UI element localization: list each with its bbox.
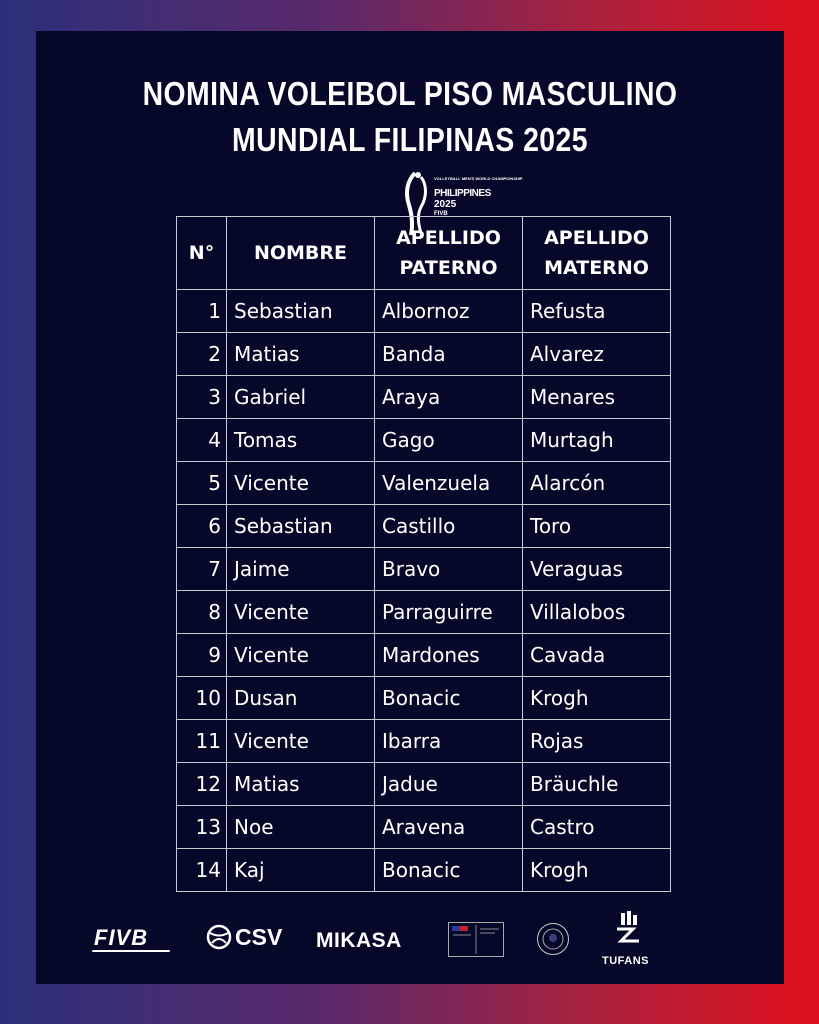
table-row [177,591,671,634]
cell-number: 5 [177,462,227,505]
cell-paternal: Ibarra [375,720,523,763]
cell-number: 13 [177,806,227,849]
cell-number: 11 [177,720,227,763]
cell-paternal: Parraguirre [375,591,523,634]
cell-paternal: Valenzuela [375,462,523,505]
sponsor-logos-bar [0,905,819,975]
table-row [177,806,671,849]
cell-maternal: Murtagh [523,419,671,462]
fivb-logo: FIVB [94,925,149,950]
cell-maternal: Villalobos [523,591,671,634]
cell-number: 1 [177,290,227,333]
mikasa-logo: MIKASA [316,929,402,952]
logo-text-country: PHILIPPINES [434,188,491,199]
title-line-2: MUNDIAL FILIPINAS 2025 [232,121,588,158]
cell-number: 7 [177,548,227,591]
table-row [177,290,671,333]
table-row [177,720,671,763]
cell-number: 2 [177,333,227,376]
cell-number: 14 [177,849,227,892]
csv-ball-icon [206,924,232,950]
cell-paternal: Jadue [375,763,523,806]
cell-number: 6 [177,505,227,548]
header-paternal-line2: PATERNO [399,257,498,279]
header-maternal-surname [523,217,671,290]
cell-name: Vicente [227,720,375,763]
cell-maternal: Krogh [523,677,671,720]
table-row [177,419,671,462]
cell-maternal: Refusta [523,290,671,333]
cell-name: Vicente [227,591,375,634]
cell-paternal: Bonacic [375,849,523,892]
cell-name: Matias [227,333,375,376]
fivb-logo-underline [92,950,170,952]
cell-name: Vicente [227,462,375,505]
cell-name: Jaime [227,548,375,591]
cell-paternal: Banda [375,333,523,376]
cell-maternal: Krogh [523,849,671,892]
cell-paternal: Aravena [375,806,523,849]
header-number: N° [177,217,227,290]
tufans-icon [613,911,643,945]
table-row [177,462,671,505]
header-name: NOMBRE [227,217,375,290]
table-row [177,763,671,806]
header-maternal-line1: APELLIDO [544,227,649,249]
page-title [88,71,731,163]
cell-paternal: Araya [375,376,523,419]
logo-text-championship: VOLLEYBALL MEN'S WORLD CHAMPIONSHIP [434,176,523,181]
tufans-logo: TUFANS [602,955,649,967]
cell-maternal: Alarcón [523,462,671,505]
table-row [177,505,671,548]
cell-name: Matias [227,763,375,806]
cell-paternal: Gago [375,419,523,462]
cell-maternal: Rojas [523,720,671,763]
cell-number: 3 [177,376,227,419]
table-row [177,849,671,892]
table-row [177,376,671,419]
header-maternal-line2: MATERNO [544,257,649,279]
cell-number: 9 [177,634,227,677]
cell-number: 8 [177,591,227,634]
cell-name: Gabriel [227,376,375,419]
cell-maternal: Cavada [523,634,671,677]
cell-name: Tomas [227,419,375,462]
cell-maternal: Bräuchle [523,763,671,806]
header-paternal-line1: APELLIDO [396,227,501,249]
logo-text-year: 2025 [434,199,457,210]
header-paternal-surname [375,217,523,290]
cell-name: Noe [227,806,375,849]
cell-maternal: Veraguas [523,548,671,591]
table-row [177,677,671,720]
cell-name: Dusan [227,677,375,720]
table-row [177,333,671,376]
olympic-committee-seal-icon [537,923,569,955]
cell-name: Vicente [227,634,375,677]
cell-paternal: Bonacic [375,677,523,720]
logo-text-fivb: FIVB [434,211,448,217]
table-header-row [177,217,671,290]
cell-number: 12 [177,763,227,806]
cell-maternal: Castro [523,806,671,849]
cell-paternal: Mardones [375,634,523,677]
cell-maternal: Alvarez [523,333,671,376]
government-emblem-icon [448,922,504,957]
cell-name: Sebastian [227,290,375,333]
cell-name: Kaj [227,849,375,892]
roster-table [176,216,671,892]
cell-maternal: Toro [523,505,671,548]
cell-name: Sebastian [227,505,375,548]
table-row [177,634,671,677]
csv-logo: CSV [235,924,283,950]
cell-paternal: Castillo [375,505,523,548]
cell-number: 4 [177,419,227,462]
cell-number: 10 [177,677,227,720]
title-line-1: NOMINA VOLEIBOL PISO MASCULINO [142,75,678,112]
cell-paternal: Bravo [375,548,523,591]
cell-paternal: Albornoz [375,290,523,333]
cell-maternal: Menares [523,376,671,419]
table-row [177,548,671,591]
